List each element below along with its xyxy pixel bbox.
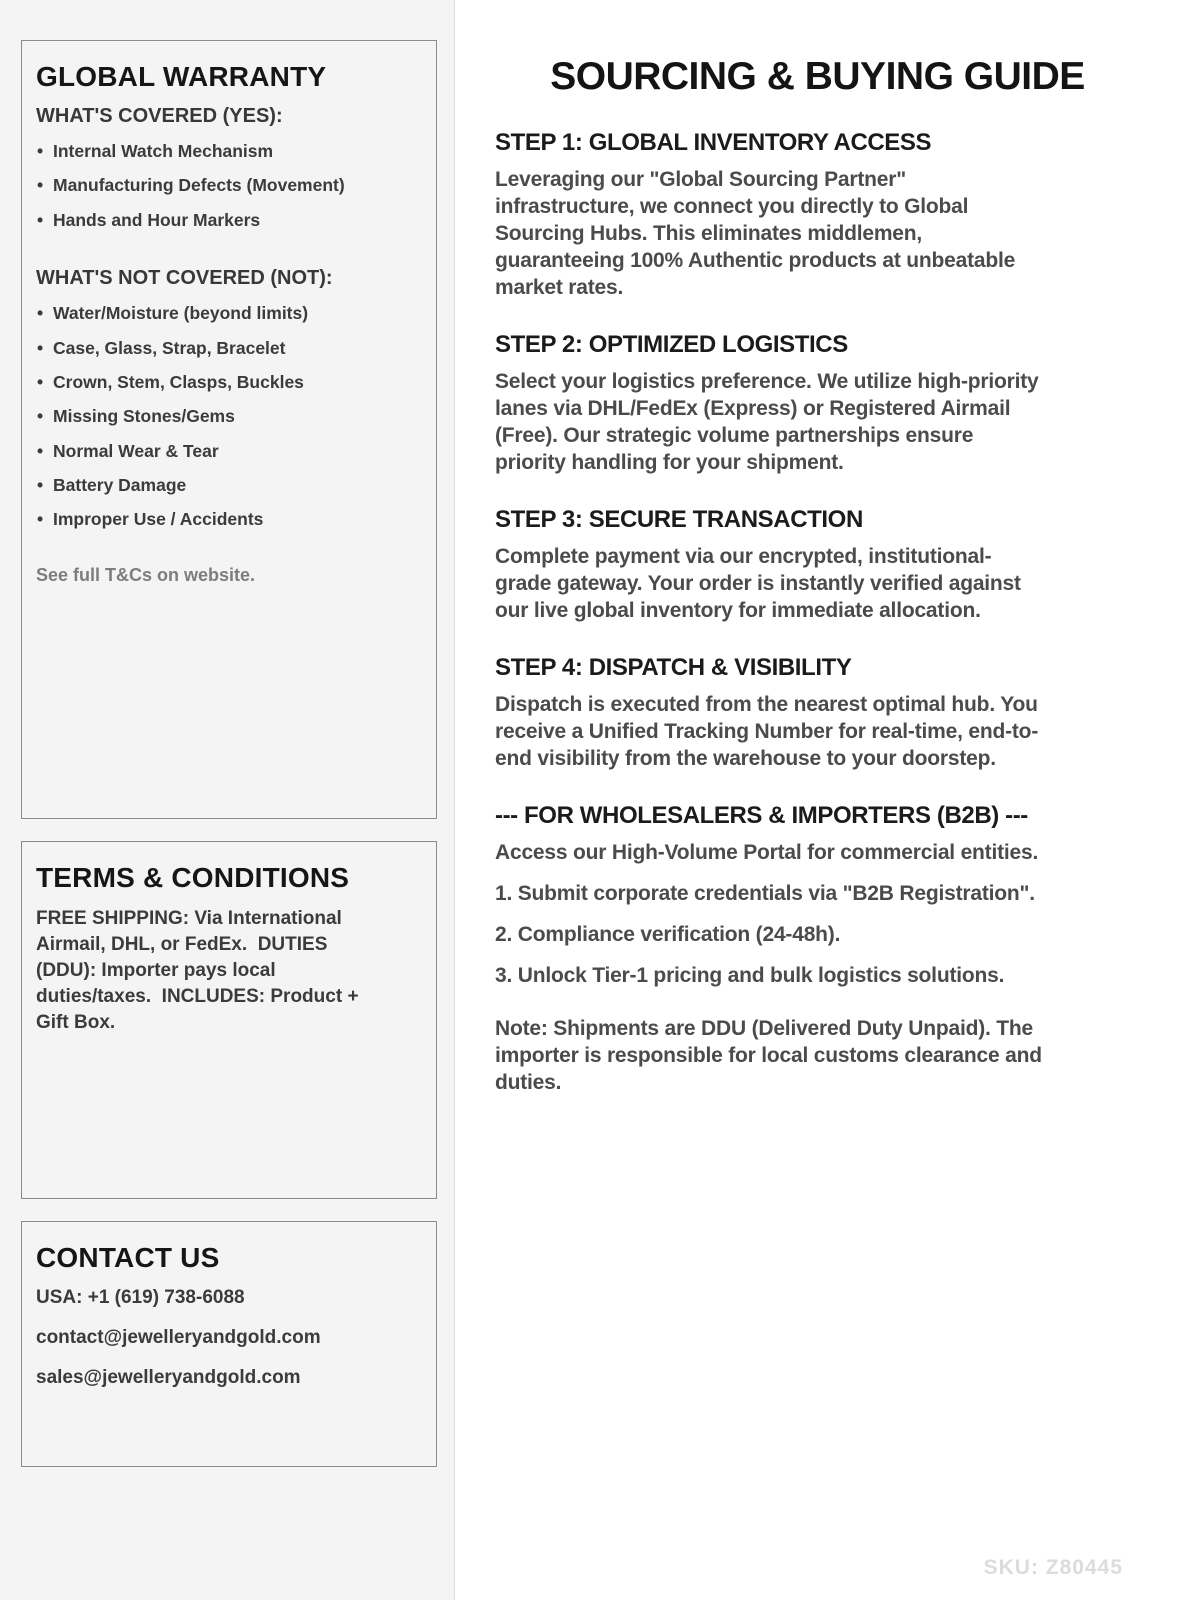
- warranty-footnote: See full T&Cs on website.: [36, 564, 256, 585]
- list-item: • Manufacturing Defects (Movement): [36, 176, 420, 194]
- step-3-section: [495, 506, 1140, 624]
- b2b-note: Note: Shipments are DDU (Delivered Duty Unpaid). The importer is responsible for local customs clearance and duties.: [495, 1017, 1042, 1094]
- main-content: [455, 0, 1200, 1096]
- list-item: • Improper Use / Accidents: [36, 510, 420, 528]
- list-item: • Normal Wear & Tear: [36, 442, 420, 460]
- b2b-item: 1. Submit corporate credentials via "B2B Registration".: [495, 882, 1035, 905]
- step-3-heading: STEP 3: SECURE TRANSACTION: [495, 506, 863, 533]
- warranty-box: [21, 40, 437, 819]
- b2b-item: 2. Compliance verification (24-48h).: [495, 923, 841, 946]
- b2b-section: [495, 802, 1140, 1096]
- step-1-section: [495, 129, 1140, 301]
- step-1-body: Leveraging our "Global Sourcing Partner" infrastructure, we connect you directly to Global Sourcing Hubs. This eliminates middlemen, guaranteeing 100% Authentic products at unbeatable market rates.: [495, 168, 1016, 299]
- warranty-title: GLOBAL WARRANTY: [36, 61, 327, 92]
- step-1-heading: STEP 1: GLOBAL INVENTORY ACCESS: [495, 129, 932, 156]
- b2b-intro: Access our High-Volume Portal for commercial entities.: [495, 841, 1039, 864]
- step-2-section: [495, 331, 1140, 476]
- list-item: • Hands and Hour Markers: [36, 211, 420, 229]
- step-3-body: Complete payment via our encrypted, institutional-grade gateway. Your order is instantly verified against our live global inventory for immediate allocation.: [495, 545, 1021, 622]
- terms-box: [21, 841, 437, 1199]
- list-item: • Missing Stones/Gems: [36, 407, 420, 425]
- step-2-heading: STEP 2: OPTIMIZED LOGISTICS: [495, 331, 848, 358]
- sidebar: [0, 0, 455, 1600]
- b2b-item: 3. Unlock Tier-1 pricing and bulk logistics solutions.: [495, 964, 1005, 987]
- step-4-body: Dispatch is executed from the nearest optimal hub. You receive a Unified Tracking Number for real-time, end-to-end visibility from the warehouse to your doorstep.: [495, 693, 1039, 770]
- contact-email-primary: contact@jewelleryandgold.com: [36, 1326, 321, 1348]
- covered-heading: WHAT'S COVERED (YES):: [36, 105, 283, 127]
- list-item: • Crown, Stem, Clasps, Buckles: [36, 373, 420, 391]
- step-2-body: Select your logistics preference. We utilize high-priority lanes via DHL/FedEx (Express) or Registered Airmail (Free). Our strategic volume partnerships ensure priority handling for your shipment.: [495, 370, 1039, 474]
- not-covered-list: [36, 304, 420, 529]
- terms-title: TERMS & CONDITIONS: [36, 861, 350, 893]
- not-covered-heading: WHAT'S NOT COVERED (NOT):: [36, 267, 333, 290]
- contact-title: CONTACT US: [36, 1241, 220, 1273]
- list-item: • Water/Moisture (beyond limits): [36, 304, 420, 322]
- contact-email-sales: sales@jewelleryandgold.com: [36, 1366, 301, 1388]
- list-item: • Internal Watch Mechanism: [36, 142, 420, 160]
- covered-list: [36, 142, 420, 229]
- terms-body: FREE SHIPPING: Via International Airmail, DHL, or FedEx. DUTIES (DDU): Importer pays local duties/taxes. INCLUDES: Product + Gift Box.: [36, 907, 364, 1033]
- list-item: • Battery Damage: [36, 476, 420, 494]
- step-4-section: [495, 654, 1140, 772]
- contact-box: [21, 1221, 437, 1467]
- sku-label: SKU: Z80445: [983, 1556, 1123, 1579]
- list-item: • Case, Glass, Strap, Bracelet: [36, 339, 420, 357]
- page-title: SOURCING & BUYING GUIDE: [550, 55, 1085, 98]
- step-4-heading: STEP 4: DISPATCH & VISIBILITY: [495, 654, 852, 681]
- contact-phone: USA: +1 (619) 738-6088: [36, 1286, 245, 1308]
- b2b-heading: --- FOR WHOLESALERS & IMPORTERS (B2B) ---: [495, 802, 1028, 829]
